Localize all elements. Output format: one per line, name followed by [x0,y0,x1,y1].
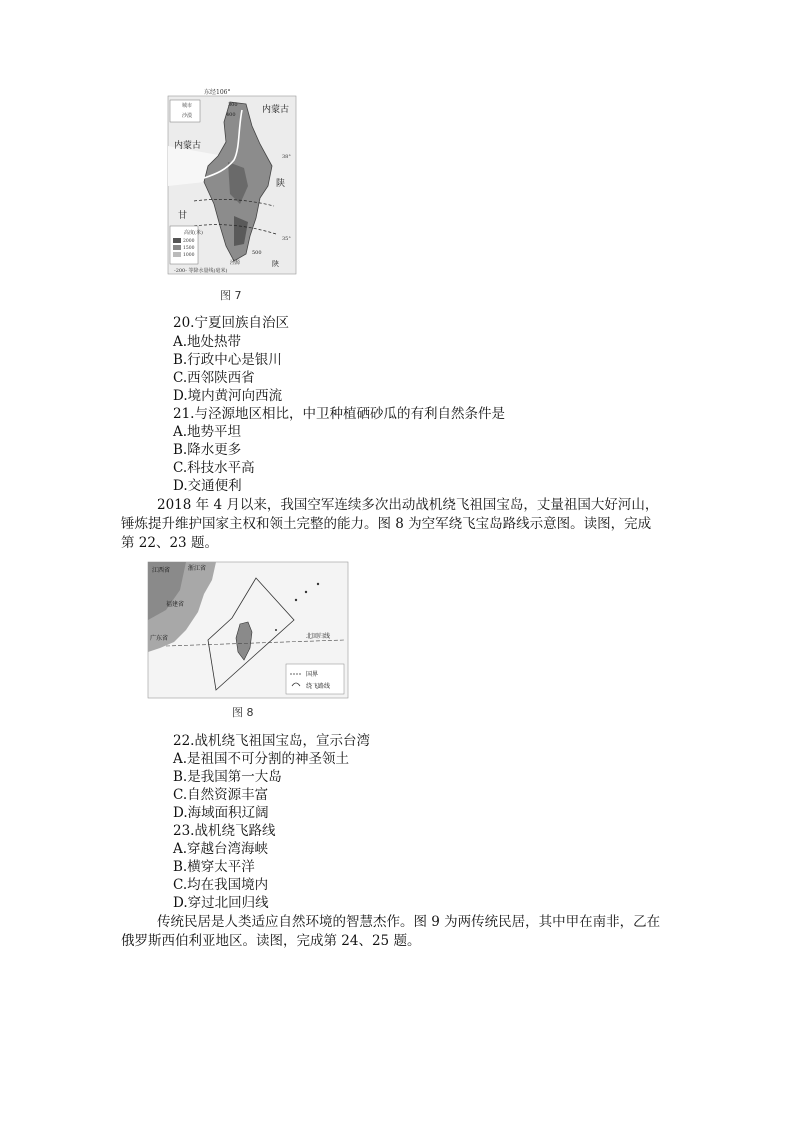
q21-option-b: B.降水更多 [173,442,242,458]
legend-route: 绕飞路线 [306,683,331,690]
region-label-gansu: 甘 [178,211,188,221]
province-fujian: 福建省 [166,601,185,608]
q22-option-c: C.自然资源丰富 [173,787,269,803]
legend-border: 国界 [306,671,319,678]
figure-8-map [146,560,350,700]
q23-option-d: D.穿过北回归线 [173,895,269,911]
figure-8-caption: 图 8 [232,706,254,719]
region-label-inner-mongolia-east: 内蒙古 [262,105,290,115]
q20-option-a: A.地处热带 [173,334,242,350]
figure-7-caption: 图 7 [220,289,242,302]
q22-stem: 22.战机绕飞祖国宝岛，宣示台湾 [173,733,370,749]
elev-1500: 1500 [183,246,195,251]
passage2-line2: 俄罗斯西伯利亚地区。读图，完成第 24、25 题。 [121,933,421,949]
q22-option-a: A.是祖国不可分割的神圣领土 [173,751,350,767]
passage1-line3: 第 22、23 题。 [121,535,218,551]
isoline-legend: -200- 等降水量线(毫米) [174,268,228,274]
q21-option-d: D.交通便利 [173,478,242,494]
longitude-label: 东经106° [204,89,231,96]
province-jiangxi: 江西省 [152,567,171,574]
q20-option-c: C.西邻陕西省 [173,370,255,386]
q23-option-a: A.穿越台湾海峡 [173,841,269,857]
q23-option-c: C.均在我国境内 [173,877,269,893]
q20-stem: 20.宁夏回族自治区 [173,315,289,331]
q23-option-b: B.横穿太平洋 [173,859,255,875]
q21-option-a: A.地势平坦 [173,424,242,440]
elev-1000: 1000 [183,253,195,258]
figure-7-map [164,86,300,276]
q22-option-b: B.是我国第一大岛 [173,769,282,785]
region-label-shaanxi-south: 陕 [272,260,279,268]
region-label-shaanxi: 陕 [276,179,286,189]
province-zhejiang: 浙江省 [188,565,207,572]
legend-city: 城市 [182,103,193,109]
passage1-line2: 锤炼提升维护国家主权和领土完整的能力。图 8 为空军绕飞宝岛路线示意图。读图，完成 [121,516,652,532]
elev-2000: 2000 [183,239,195,244]
q20-option-b: B.行政中心是银川 [173,352,282,368]
passage1-line1: 2018 年 4 月以来，我国空军连续多次出动战机绕飞祖国宝岛，丈量祖国大好河山， [157,497,659,513]
q21-option-c: C.科技水平高 [173,460,255,476]
q23-stem: 23.战机绕飞路线 [173,823,276,839]
region-label-inner-mongolia-west: 内蒙古 [174,141,202,151]
latitude-35: 35° [282,236,291,242]
latitude-38: 38° [282,154,291,160]
q21-stem: 21.与泾源地区相比，中卫种植硒砂瓜的有利自然条件是 [173,406,505,422]
province-guangdong: 广东省 [150,635,169,642]
place-jingyuan: 泾源 [230,260,241,266]
isoline-400: 400 [226,112,236,118]
passage2-line1: 传统民居是人类适应自然环境的智慧杰作。图 9 为两传统民居，其中甲在南非，乙在 [157,914,661,930]
q20-option-d: D.境内黄河向西流 [173,388,283,404]
ningxia-map-image [164,86,300,276]
isoline-500: 500 [252,250,262,256]
taiwan-route-map-image [146,560,350,700]
legend-desert: 沙漠 [182,113,193,119]
isoline-300: 300 [228,102,238,108]
elevation-title: 高度(米) [184,230,203,236]
q22-option-d: D.海域面积辽阔 [173,805,269,821]
tropic-label: 北回归线 [306,633,331,640]
